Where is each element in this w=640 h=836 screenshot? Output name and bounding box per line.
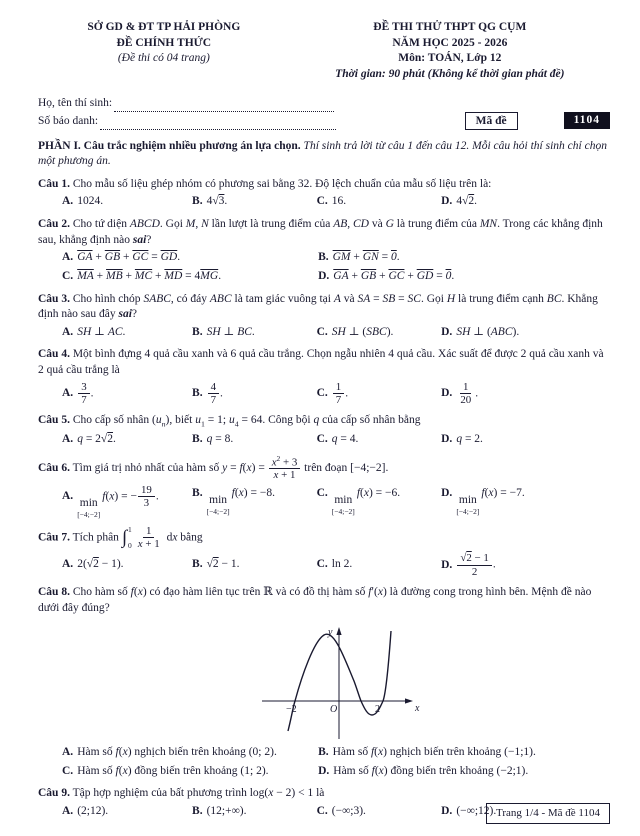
option-letter: B. bbox=[192, 325, 203, 338]
exam-code-value: 1104 bbox=[564, 112, 610, 129]
option-letter: A. bbox=[62, 195, 74, 208]
question-number: Câu 3. bbox=[38, 292, 70, 305]
student-name-row bbox=[38, 94, 610, 112]
question-number: Câu 2. bbox=[38, 218, 70, 230]
option-letter: B. bbox=[192, 432, 203, 445]
option-letter: D. bbox=[441, 195, 453, 208]
option-letter: C. bbox=[316, 432, 328, 445]
question-9-option-B: B. (12;+∞). bbox=[192, 805, 247, 818]
question-3-option-B: B. SH ⊥ BC. bbox=[192, 325, 255, 338]
question-options bbox=[38, 552, 610, 577]
option-letter: B. bbox=[318, 251, 329, 264]
option-letter: C. bbox=[316, 386, 328, 399]
question-6-option-C: C. min [−4;−2] f(x) = −6. bbox=[316, 487, 401, 516]
option-letter: B. bbox=[192, 386, 203, 399]
student-name-label: Họ, tên thí sinh: bbox=[38, 96, 113, 109]
question-7-option-B: B. √2 − 1. bbox=[192, 558, 240, 571]
question-7-option-C: C. ln 2. bbox=[316, 558, 353, 571]
option-letter: C. bbox=[316, 487, 328, 500]
school-year: NĂM HỌC 2025 - 2026 bbox=[392, 36, 508, 49]
option-letter: B. bbox=[192, 805, 203, 818]
question-options bbox=[38, 484, 610, 518]
question-3-option-C: C. SH ⊥ (SBC). bbox=[316, 325, 394, 338]
issuer-name: SỞ GD & ĐT TP HẢI PHÒNG bbox=[87, 21, 241, 33]
fprime-graph bbox=[244, 619, 424, 743]
y-axis-arrow bbox=[336, 627, 341, 635]
question-8-option-A: A. Hàm số f(x) nghịch biến trên khoảng (0; 2). bbox=[62, 746, 277, 759]
question-2-option-C: C. $\overline{MA} + \overline{MB} + \overline{MC} + \overline{MD} = 4\overline{MG}$. bbox=[62, 269, 222, 282]
question-4 bbox=[38, 347, 610, 406]
student-name-dotted-line bbox=[114, 99, 334, 112]
question-1-option-B: B. 4√3. bbox=[192, 195, 228, 208]
exam-code-label: Mã đề bbox=[465, 112, 518, 130]
question-3-option-A: A. SH ⊥ AC. bbox=[62, 325, 126, 338]
option-letter: D. bbox=[441, 432, 453, 445]
question-6-option-D: D. min [−4;−2] f(x) = −7. bbox=[441, 487, 525, 516]
question-5 bbox=[38, 413, 610, 448]
option-letter: C. bbox=[316, 195, 328, 208]
option-letter: C. bbox=[62, 764, 74, 777]
question-8-option-D: D. Hàm số f(x) đồng biến trên khoảng (−2;1). bbox=[318, 764, 529, 777]
option-letter: A. bbox=[62, 251, 74, 264]
question-number: Câu 5. bbox=[38, 414, 70, 427]
question-9-option-A: A. (2;12). bbox=[62, 805, 109, 818]
question-9-option-C: C. (−∞;3). bbox=[316, 805, 366, 818]
question-2-option-D: D. $\overline{GA} + \overline{GB} + \overline{GC} + \overline{GD} = 0$. bbox=[318, 269, 455, 282]
question-options bbox=[38, 745, 610, 779]
option-letter: D. bbox=[441, 386, 453, 399]
question-4-option-B: B. $\frac{4}{7}$ . bbox=[192, 380, 223, 406]
option-letter: A. bbox=[62, 325, 74, 338]
page-count-note: (Đề thi có 04 trang) bbox=[117, 52, 210, 65]
question-text: Câu 5. Cho cấp số nhân $(u_n)$, biết $u_1 = 1$; $u_4 = 64$. Công bội q của cấp số nhân bằng bbox=[38, 414, 421, 429]
question-number: Câu 4. bbox=[38, 348, 70, 361]
option-letter: D. bbox=[441, 487, 453, 500]
option-letter: C. bbox=[316, 558, 328, 571]
question-text: Câu 1. Cho mẫu số liệu ghép nhóm có phương sai bằng 32. Độ lệch chuẩn của mẫu số liệu trên là: bbox=[38, 177, 492, 190]
question-4-option-A: A. $\frac{3}{7}$ . bbox=[62, 380, 94, 406]
header-left bbox=[38, 20, 290, 67]
official-exam-label: ĐỀ CHÍNH THỨC bbox=[116, 36, 212, 49]
part1-heading bbox=[38, 139, 610, 170]
student-id-label: Số báo danh: bbox=[38, 114, 99, 127]
question-8-option-B: B. Hàm số f(x) nghịch biến trên khoảng (−1;1). bbox=[318, 746, 536, 759]
question-1-option-A: A. 1024. bbox=[62, 195, 104, 208]
question-6-option-B: B. min [−4;−2] f(x) = −8. bbox=[192, 487, 275, 516]
question-3 bbox=[38, 292, 610, 341]
option-letter: A. bbox=[62, 558, 74, 571]
graph-tick-minus2: −2 bbox=[286, 704, 297, 716]
question-options bbox=[38, 250, 610, 284]
question-text: Câu 9. Tập hợp nghiệm của bất phương trình log(x − 2) < 1 là bbox=[38, 787, 325, 800]
question-figure bbox=[58, 619, 610, 743]
question-options bbox=[38, 381, 610, 406]
x-axis-arrow bbox=[405, 699, 413, 704]
question-8-option-C: C. Hàm số f(x) đồng biến trên khoảng (1; 2). bbox=[62, 764, 269, 777]
header-right bbox=[290, 20, 610, 83]
question-7-option-A: A. 2(√2 − 1). bbox=[62, 558, 124, 571]
questions-list bbox=[38, 177, 610, 820]
graph-y-label: y bbox=[328, 627, 333, 639]
graph-tick-2: 2 bbox=[375, 704, 380, 716]
student-id-dotted-line bbox=[100, 117, 336, 130]
part1-heading-bold: PHẦN I. Câu trắc nghiệm nhiều phương án lựa chọn. bbox=[38, 139, 301, 152]
question-4-option-D: D. $\frac{1}{20}$ . bbox=[441, 380, 479, 406]
question-number: Câu 8. bbox=[38, 585, 70, 598]
question-2-option-A: A. $\overline{GA} + \overline{GB} + \overline{GC} = \overline{GD}$. bbox=[62, 251, 181, 264]
student-info bbox=[38, 94, 610, 130]
option-letter: A. bbox=[62, 746, 74, 759]
question-1-option-C: C. 16. bbox=[316, 195, 347, 208]
option-letter: B. bbox=[192, 195, 203, 208]
subject-line: Môn: TOÁN, Lớp 12 bbox=[398, 52, 502, 65]
question-number: Câu 9. bbox=[38, 787, 70, 800]
graph-origin-label: O bbox=[330, 704, 338, 716]
option-letter: A. bbox=[62, 805, 74, 818]
question-5-option-A: A. q = 2√2. bbox=[62, 432, 116, 445]
question-6 bbox=[38, 455, 610, 518]
question-options bbox=[38, 432, 610, 448]
option-letter: D. bbox=[441, 325, 453, 338]
question-options bbox=[38, 194, 610, 210]
option-letter: C. bbox=[316, 325, 328, 338]
question-text: Câu 6. Tìm giá trị nhỏ nhất của hàm số y = f(x) = $\frac{x^2 + 3}{x + 1}$ trên đoạn [−4;−2]. bbox=[38, 453, 389, 482]
question-6-option-A: A. min [−4;−2] f(x) = − $\frac{19}{3}$ . bbox=[62, 483, 159, 519]
question-1-option-D: D. 4√2. bbox=[441, 195, 477, 208]
question-8 bbox=[38, 585, 610, 780]
question-5-option-D: D. q = 2. bbox=[441, 432, 483, 445]
option-letter: A. bbox=[62, 432, 74, 445]
question-1 bbox=[38, 177, 610, 210]
question-2 bbox=[38, 217, 610, 285]
exam-code-group bbox=[465, 112, 610, 130]
option-letter: D. bbox=[441, 805, 453, 818]
question-4-option-C: C. $\frac{1}{7}$ . bbox=[316, 380, 349, 406]
question-text: Câu 8. Cho hàm số f(x) có đạo hàm liên tục trên ℝ và có đồ thị hàm số f′(x) là đường cong trong hình bên. Mệnh đề nào dưới đây đúng? bbox=[38, 585, 592, 614]
option-letter: D. bbox=[441, 558, 453, 571]
page-footer: Trang 1/4 - Mã đề 1104 bbox=[486, 803, 610, 824]
question-options bbox=[38, 325, 610, 341]
question-number: Câu 1. bbox=[38, 177, 70, 190]
question-text: Câu 7. Tích phân ∫ 1 0 $\frac{1}{x + 1}$ dx bằng bbox=[38, 525, 203, 551]
question-7 bbox=[38, 525, 610, 578]
duration-line: Thời gian: 90 phút (Không kể thời gian phát đề) bbox=[335, 67, 565, 80]
option-letter: B. bbox=[192, 487, 203, 500]
option-letter: A. bbox=[62, 386, 74, 399]
option-letter: D. bbox=[318, 269, 330, 282]
question-number: Câu 6. bbox=[38, 461, 70, 474]
exam-header bbox=[38, 20, 610, 83]
graph-x-label: x bbox=[415, 703, 420, 715]
student-id-row bbox=[38, 112, 610, 130]
question-7-option-D: D. $\frac{√2 - 1}{2}$ . bbox=[441, 552, 496, 578]
question-5-option-C: C. q = 4. bbox=[316, 432, 359, 445]
question-text: Câu 3. Cho hình chóp SABC, có đáy ABC là tam giác vuông tại A và SA = SB = SC. Gọi H là trung điểm cạnh BC. Khẳng định nào sau đây sai? bbox=[38, 292, 598, 321]
exam-title: ĐỀ THI THỬ THPT QG CỤM bbox=[373, 21, 527, 33]
question-number: Câu 7. bbox=[38, 531, 70, 544]
part1-heading-italic: Thí sinh trả lời từ câu 1 đến câu 12. Mỗi câu hỏi thí sinh chỉ chọn một phương án. bbox=[38, 139, 607, 168]
option-letter: B. bbox=[318, 746, 329, 759]
option-letter: C. bbox=[316, 805, 328, 818]
question-text: Câu 2. Cho tứ diện ABCD. Gọi M, N lần lượt là trung điểm của AB, CD và G là trung điểm của MN. Trong các khẳng định sau, khẳng định nào sai? bbox=[38, 218, 603, 246]
question-text: Câu 4. Một bình đựng 4 quả cầu xanh và 6 quả cầu trắng. Chọn ngẫu nhiên 4 quả cầu. Xác suất để được 2 quả cầu xanh và 2 quả cầu trắng là bbox=[38, 348, 604, 376]
question-3-option-D: D. SH ⊥ (ABC). bbox=[441, 325, 520, 338]
question-5-option-B: B. q = 8. bbox=[192, 432, 234, 445]
option-letter: D. bbox=[318, 764, 330, 777]
option-letter: C. bbox=[62, 269, 74, 282]
question-2-option-B: B. $\overline{GM} + \overline{GN} = 0$. bbox=[318, 251, 400, 264]
option-letter: A. bbox=[62, 490, 74, 503]
option-letter: B. bbox=[192, 558, 203, 571]
question-9-option-D: D. (−∞;12). bbox=[441, 805, 497, 818]
